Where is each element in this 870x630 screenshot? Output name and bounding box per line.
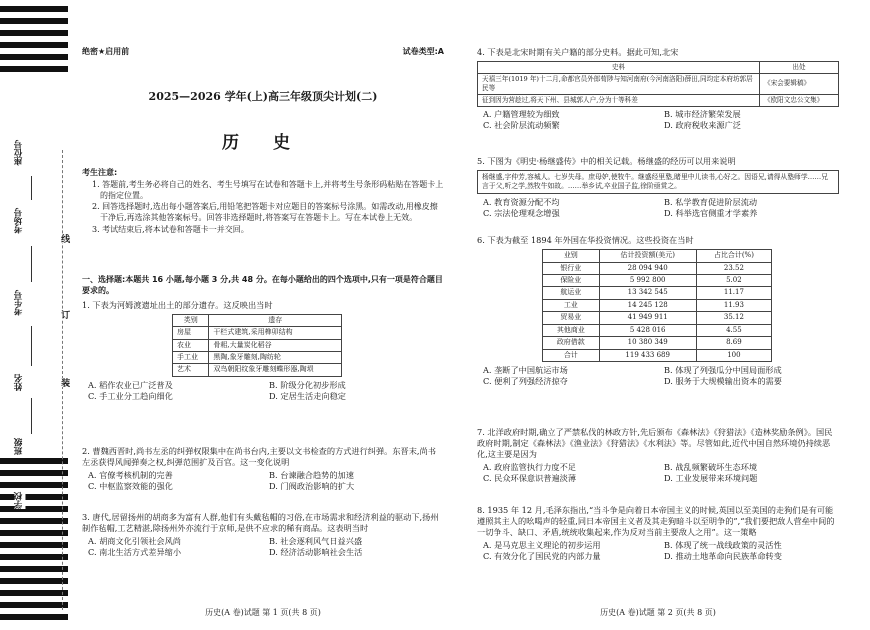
option: B. 阶级分化初步形成 (269, 379, 346, 390)
question-7 (477, 427, 839, 484)
note-item: 1. 答题前,考生务必将自己的姓名、考生号填写在试卷和答题卡上,并将考生号条形码粘贴在答题卡上的指定位置。 (92, 179, 444, 200)
option: B. 城市经济繁荣发展 (664, 108, 741, 119)
table-cell: 23.52 (696, 262, 771, 274)
seat-number-line (31, 176, 32, 200)
question-3 (82, 512, 444, 558)
table-cell: 航运业 (543, 287, 600, 299)
option: D. 定居生活走向稳定 (269, 390, 346, 401)
table-header: 估计投资额(美元) (599, 250, 696, 262)
option: C. 社会阶层流动频繁 (483, 119, 560, 130)
option: D. 服务于大规模输出资本的需要 (664, 376, 782, 387)
table-header: 史料 (478, 62, 760, 74)
question-4-stem: 4. 下表是北宋时期有关户籍的部分史料。据此可知,北宋 (477, 47, 679, 57)
table-cell: 10 380 349 (599, 337, 696, 349)
option: C. 宗法伦理观念增强 (483, 208, 560, 219)
seal-char-zhuang: 装 (59, 378, 70, 387)
option: A. 教育资源分配不均 (483, 197, 560, 208)
table-cell: 11.93 (696, 299, 771, 311)
option: A. 是马克思主义理论的初步运用 (483, 540, 601, 551)
question-5 (477, 156, 839, 220)
question-8 (477, 505, 839, 562)
option: D. 政府税收来源广泛 (664, 119, 741, 130)
question-5-quote: 杨继盛,字仲芳,容城人。七岁失母。庶母妒,使牧牛。继盛经里塾,睹里中儿读书,心好之。因语兄,请得从塾师学……兄言于父,听之学,然牧牛如故。……举乡试,卒业国子监,徐阶亟赏之。 (477, 170, 839, 194)
page-footer: 历史(A 卷)试题 第 1 页(共 8 页) (205, 608, 321, 617)
table-cell: 征到因为营趁过,将天下州、县城郭人户,分为十等科差 (478, 94, 760, 106)
binding-strip (0, 0, 70, 630)
note-item: 3. 考试结束后,将本试卷和答题卡一并交回。 (92, 224, 249, 234)
question-2-stem: 2. 曹魏西晋时,尚书左丞的纠弹权限集中在尚书台内,主要以文书检查的方式进行纠弹。东晋末,尚书左丞获得风闻弹奏之权,纠弹范围扩及百官。这一变化说明 (82, 446, 436, 468)
table-cell: 28 094 940 (599, 262, 696, 274)
option: B. 台谏融合趋势的加速 (269, 470, 354, 481)
exam-notes (82, 168, 444, 237)
table-cell: 艺术 (173, 364, 209, 376)
subject-title: 历 史 (222, 133, 304, 153)
table-cell: 手工业 (173, 351, 209, 363)
table-cell: 银行业 (543, 262, 600, 274)
question-6-table (542, 249, 772, 362)
option: C. 民众环保意识普遍淡薄 (483, 473, 577, 484)
table-cell: 5.02 (696, 274, 771, 286)
secret-mark: 绝密★启用前 (82, 47, 130, 56)
notes-heading: 考生注意: (82, 168, 118, 177)
note-item: 2. 回答选择题时,选出每小题答案后,用铅笔把答题卡对应题目的答案标号涂黑。如需改动,用橡皮擦干净后,再选涂其他答案标号。回答非选择题时,将答案写在答题卡上。写在本试卷上无效。 (92, 202, 438, 223)
question-1-options (88, 380, 444, 402)
name-label: 姓名 (14, 374, 24, 391)
page-footer: 历史(A 卷)试题 第 2 页(共 8 页) (600, 608, 716, 617)
candidate-number-line (31, 326, 32, 366)
section-and-q1 (82, 275, 444, 402)
table-cell: 双鸟朝阳纹象牙雕刻蝶形器,陶埙 (209, 364, 342, 376)
page-one (82, 0, 444, 630)
option: A. 稻作农业已广泛普及 (88, 379, 173, 390)
table-cell: 35.12 (696, 312, 771, 324)
option: C. 有效分化了国民党的内部力量 (483, 551, 601, 562)
table-cell: 11.17 (696, 287, 771, 299)
exam-title: 2025—2026 学年(上)高三年级顶尖计划(二) (148, 90, 378, 103)
option: D. 推动土地革命向民族革命转变 (664, 551, 782, 562)
table-cell: 贸易业 (543, 312, 600, 324)
page-two (477, 0, 839, 630)
table-cell: 5 428 016 (599, 324, 696, 336)
question-4-options (483, 109, 839, 131)
room-number-line (31, 246, 32, 282)
question-6-stem: 6. 下表为截至 1894 年外国在华投资情况。这些投资在当时 (477, 235, 694, 245)
question-4 (477, 47, 839, 131)
table-cell: 黑陶,象牙雕刻,陶纺轮 (209, 351, 342, 363)
table-header: 占比合计(%) (696, 250, 771, 262)
option: D. 门阀政治影响的扩大 (269, 481, 355, 492)
candidate-number-label: 考生号 (14, 290, 24, 316)
table-cell: 天禧三年(1019 年)十二月,命都官员外郎荀陟与知河南府(今河南洛阳)薛田,同均定本府坊郭居民等 (478, 73, 760, 94)
table-cell: 4.55 (696, 324, 771, 336)
table-cell: 100 (696, 349, 771, 361)
option: B. 体现了统一战线政策的灵活性 (664, 540, 782, 551)
option: C. 手工业分工趋向细化 (88, 390, 173, 401)
seat-number-label: 座位号 (14, 140, 24, 166)
table-cell: 其他商业 (543, 324, 600, 336)
table-header: 类别 (173, 314, 209, 326)
table-cell: 房屋 (173, 327, 209, 339)
table-header: 业别 (543, 250, 600, 262)
table-cell: 41 949 911 (599, 312, 696, 324)
table-cell: 《宋会要辑稿》 (760, 73, 839, 94)
option: D. 工业发展带来环境问题 (664, 473, 758, 484)
question-2-options (88, 470, 444, 492)
table-cell: 干栏式建筑,采用榫卯结构 (209, 327, 342, 339)
table-cell: 工业 (543, 299, 600, 311)
question-8-options (483, 540, 839, 562)
section-heading: 一、选择题:本题共 16 小题,每小题 3 分,共 48 分。在每小题给出的四个选项中,只有一项是符合题目要求的。 (82, 275, 443, 295)
option: D. 经济活动影响社会生活 (269, 547, 363, 558)
barcode-bottom (0, 458, 68, 626)
option: C. 南北生活方式差异缩小 (88, 547, 182, 558)
page-header (82, 47, 444, 58)
question-6 (477, 235, 839, 387)
option: D. 科举选官侧重才学素养 (664, 208, 758, 219)
table-cell: 骨耜,大量炭化稻谷 (209, 339, 342, 351)
option: C. 中枢监察效能的强化 (88, 481, 173, 492)
table-cell: 保险业 (543, 274, 600, 286)
name-line (31, 398, 32, 434)
table-cell: 119 433 689 (599, 349, 696, 361)
seal-char-ding: 订 (59, 310, 70, 319)
question-8-stem: 8. 1935 年 12 月,毛泽东指出,“当斗争是向着日本帝国主义的时候,英国以至美国的走狗们是有可能遵照其主人的吆喝声的轻重,同日本帝国主义者及其走狗暗斗以至明争的”,“我们要把敌人营垒中间的一切争斗、缺口、矛盾,统统收集起来,作为反对当前主要敌人之用”。这一策略 (477, 505, 835, 538)
table-cell: 14 245 128 (599, 299, 696, 311)
option: A. 垄断了中国航运市场 (483, 365, 568, 375)
barcode-top (0, 6, 68, 78)
table-cell: 5 992 800 (599, 274, 696, 286)
question-3-stem: 3. 唐代,居留扬州的胡商多为富有人群,他们有头戴毡帽的习俗,在市场需求和经济利益的驱动下,扬州制作毡帽,工艺精湛,除扬州外亦流行于京师,是供不应求的稀有商品。这表明当时 (82, 512, 439, 534)
option: B. 私学教育促进阶层流动 (664, 197, 758, 208)
option: B. 社会逐利风气日益兴盛 (269, 536, 363, 547)
option: C. 便利了列强经济掠夺 (483, 376, 568, 387)
option: B. 战乱频繁破坏生态环境 (664, 462, 758, 473)
table-cell: 合计 (543, 349, 600, 361)
question-1-stem: 1. 下表为河姆渡遗址出土的部分遗存。这反映出当时 (82, 299, 273, 310)
table-cell: 《欧阳文忠公文集》 (760, 94, 839, 106)
question-7-options (483, 462, 839, 484)
question-5-stem: 5. 下图为《明史·杨继盛传》中的相关记载。杨继盛的经历可以用来说明 (477, 156, 736, 166)
option: A. 政府监管执行力度不足 (483, 462, 576, 473)
paper-type: 试卷类型:A (402, 47, 444, 56)
room-number-label: 考场号 (14, 208, 24, 234)
table-cell: 13 342 545 (599, 287, 696, 299)
question-3-options (88, 536, 444, 558)
question-1-table (172, 314, 342, 377)
option: B. 体现了列强瓜分中国局面形成 (664, 365, 782, 375)
option: A. 户籍管理较为细致 (483, 108, 560, 119)
question-2 (82, 446, 444, 492)
school-label: 学校 (14, 492, 24, 509)
question-4-table (477, 61, 839, 107)
table-cell: 农业 (173, 339, 209, 351)
seal-char-xian: 线 (59, 234, 70, 243)
table-cell: 政府借款 (543, 337, 600, 349)
question-6-options (483, 365, 839, 387)
option: A. 官僚考核机制的完善 (88, 470, 173, 481)
question-7-stem: 7. 北洋政府时期,确立了严禁私伐的林政方针,先后颁布《森林法》《狩猎法》《造林奖励条例》。国民政府时期,制定《森林法》《渔业法》《狩猎法》《水利法》等。尽管如此,近代中国自然环境仍持续恶化,这主要是因为 (477, 427, 833, 460)
table-header: 遗存 (209, 314, 342, 326)
question-5-options (483, 197, 839, 219)
table-cell: 8.69 (696, 337, 771, 349)
table-header: 出处 (760, 62, 839, 74)
class-label: 班级 (14, 438, 24, 455)
option: A. 胡商文化引领社会风尚 (88, 536, 181, 547)
